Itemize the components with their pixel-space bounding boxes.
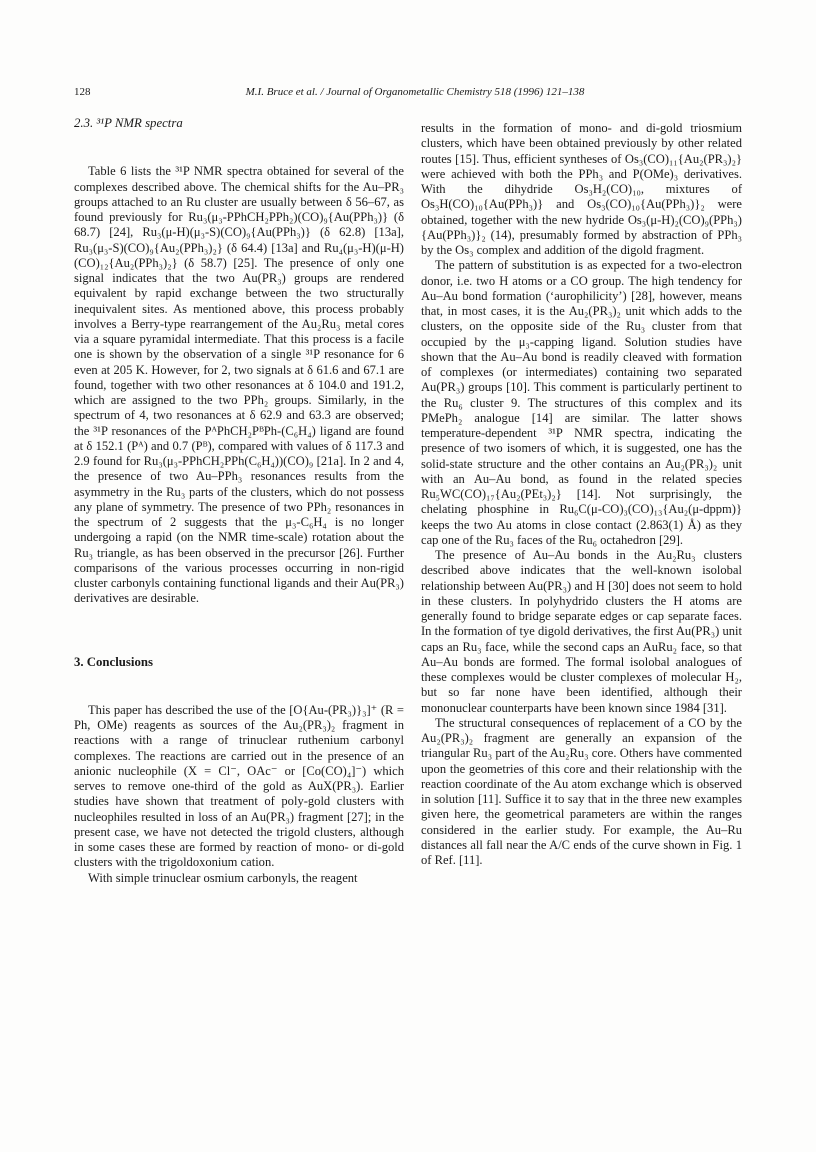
- page-number: 128: [74, 86, 91, 98]
- left-column: [74, 116, 404, 886]
- section-gap: [74, 607, 404, 655]
- page-header: [74, 86, 756, 104]
- section-heading-conclusions: 3. Conclusions: [74, 654, 153, 669]
- paragraph-structural: The structural consequences of replacement of a CO by the Au₂(PR₃)₂ fragment are generally an expansion of the triangular Ru₃ part of the Au₂Ru₃ core. Others have commented upon the geometries of this core and their relationship with the reaction coordinate of the Au atom exchange which is observed in solution [11]. Suffice it to say that in the three new examples given here, the geometrical parameters are within the ranges considered in the earlier study. For example, the Au–Ru distances all fall near the A/C ends of the curve shown in Fig. 1 of Ref. [11].: [421, 715, 742, 867]
- paragraph-conclusions-2: With simple trinuclear osmium carbonyls, the reagent: [88, 870, 358, 885]
- paragraph-conclusions-1: This paper has described the use of the [O{Au-(PR₃)}₃]⁺ (R = Ph, OMe) reagents as sources of the Au₂(PR₃)₂ fragment in reactions with a range of trinuclear ruthenium carbonyl complexes. The reactions are carried out in the presence of an anionic nucleophile (X = Cl⁻, OAc⁻ or [Co(CO)₄]⁻) which serves to remove one-third of the gold as AuX(PR₃). Earlier studies have shown that treatment of poly-gold clusters with nucleophiles resulted in loss of an Au(PR₃) fragment [27]; in the present case, we have not detected the trigold clusters, although in some cases these are formed by reaction of mono- or di-gold clusters with the trigoldoxonium cation.: [74, 702, 404, 870]
- section-heading-nmr: 2.3. ³¹P NMR spectra: [74, 116, 183, 130]
- paragraph-nmr-spectra: Table 6 lists the ³¹P NMR spectra obtained for several of the complexes described above. The chemical shifts for the Au–PR₃ groups attached to an Ru cluster are usually between δ 56–67, as found previously for Ru₃(μ₃-PPhCH₂PPh₂)(CO)₉{Au(PPh₃)} (δ 68.7) [24], Ru₃(μ-H)(μ₃-S)(CO)₉{Au(PPh₃)} (δ 62.8) [13a], Ru₃(μ₃-S)(CO)₉{Au₂(PPh₃)₂} (δ 64.4) [13a] and Ru₄(μ₃-H)(μ-H)(CO)₁₂{Au₂(PPh₃)₂} (δ 58.7) [25]. The presence of only one signal indicates that the two Au(PR₃) groups are rendered equivalent by rapid exchange between the two structurally inequivalent sites. As mentioned above, this process probably involves a Berry-type rearrangement of the Au₂Ru₃ metal cores via a square pyramidal intermediate. That this process is a facile one is shown by the observation of a single ³¹P resonance for 6 even at 205 K. However, for 2, two signals at δ 61.6 and 67.1 are found, together with two other resonances at δ 104.0 and 191.2, which are assigned to the two PPh₂ groups. Similarly, in the spectrum of 4, two resonances at δ 62.9 and 63.3 are observed; the ³¹P resonances of the PᴬPhCH₂PᴮPh-(C₆H₄) ligand are found at δ 152.1 (Pᴬ) and 0.7 (Pᴮ), compared with values of δ 117.3 and 2.9 found for Ru₃(μ₃-PPhCH₂PPh(C₆H₄))(CO)₉ [21a]. In 2 and 4, the presence of two Au–PPh₃ resonances results from the asymmetry in the Ru₃ parts of the clusters, which do not possess any plane of symmetry. The presence of two PPh₂ resonances in the spectrum of 2 suggests that the μ₃-C₆H₄ is no longer undergoing a rapid (on the NMR time-scale) rotation about the Ru₃ triangle, as has been observed in the precursor [26]. Further comparisons of the various processes occurring in non-rigid cluster carbonyls containing functional ligands and their Au(PR₃) derivatives are desirable.: [74, 164, 404, 606]
- paragraph-isolobal: The presence of Au–Au bonds in the Au₂Ru₃ clusters described above indicates that the well-known isolobal relationship between Au(PR₃) and H [30] does not seem to hold in these clusters. In polyhydrido clusters the H atoms are generally found to bridge separate edges or cap separate faces. In the formation of tye digold derivatives, the first Au(PR₃) unit caps an Ru₃ face, while the second caps an AuRu₂ face, so that Au–Au bonds are formed. The formal isolobal analogues of these complexes would be cluster complexes of molecular H₂, but so far none have been identified, although their mononuclear counterparts have been known since 1984 [31].: [421, 548, 742, 715]
- right-column: [421, 121, 742, 868]
- paragraph-substitution: The pattern of substitution is as expected for a two-electron donor, i.e. two H atoms or a CO group. The high tendency for Au–Au bond formation (‘aurophilicity’) [28], however, means that, in most cases, it is the Au₂(PR₃)₂ unit which adds to the clusters, on the opposite side of the Ru₃ cluster from that occupied by the μ₃-capping ligand. Solution studies have shown that the Au–Au bond is readily cleaved with formation of complexes (or intermediates) containing two separated Au(PR₃) groups [10]. This comment is particularly pertinent to the Ru₆ cluster 9. The structures of this complex and its PMePh₂ analogue [14] are similar. The latter shows temperature-dependent ³¹P NMR spectra, indicating the presence of two isomers of which, it is suggested, one has the solid-state structure and the other contains an Au₂(PR₃)₂ unit with an Au–Au bond, as found in the related species Ru₅WC(CO)₁₇{Au₂(PEt₃)₂} [14]. Not surprisingly, the chelating phosphine in Ru₆C(μ-CO)₃(CO)₁₃{Au₂(μ-dppm)} keeps the two Au atoms in close contact (2.863(1) Å) as they cap one of the Ru₃ faces of the Ru₆ octahedron [29].: [421, 258, 742, 547]
- running-title: M.I. Bruce et al. / Journal of Organometallic Chemistry 518 (1996) 121–138: [245, 86, 585, 98]
- paragraph-osmium-continued: results in the formation of mono- and di-gold triosmium clusters, which have been obtained previously by other related routes [15]. Thus, efficient syntheses of Os₃(CO)₁₁{Au₂(PR₃)₂} were achieved with both the PPh₃ and P(OMe)₃ derivatives. With the dihydride Os₃H₂(CO)₁₀, mixtures of Os₃H(CO)₁₀{Au(PPh₃)} and Os₃(CO)₁₀{Au(PPh₃)}₂ were obtained, together with the new hydride Os₃(μ-H)₂(CO)₉(PPh₃){Au(PPh₃)}₂ (14), presumably formed by abstraction of PPh₃ by the Os₃ complex and addition of the digold fragment.: [421, 121, 742, 257]
